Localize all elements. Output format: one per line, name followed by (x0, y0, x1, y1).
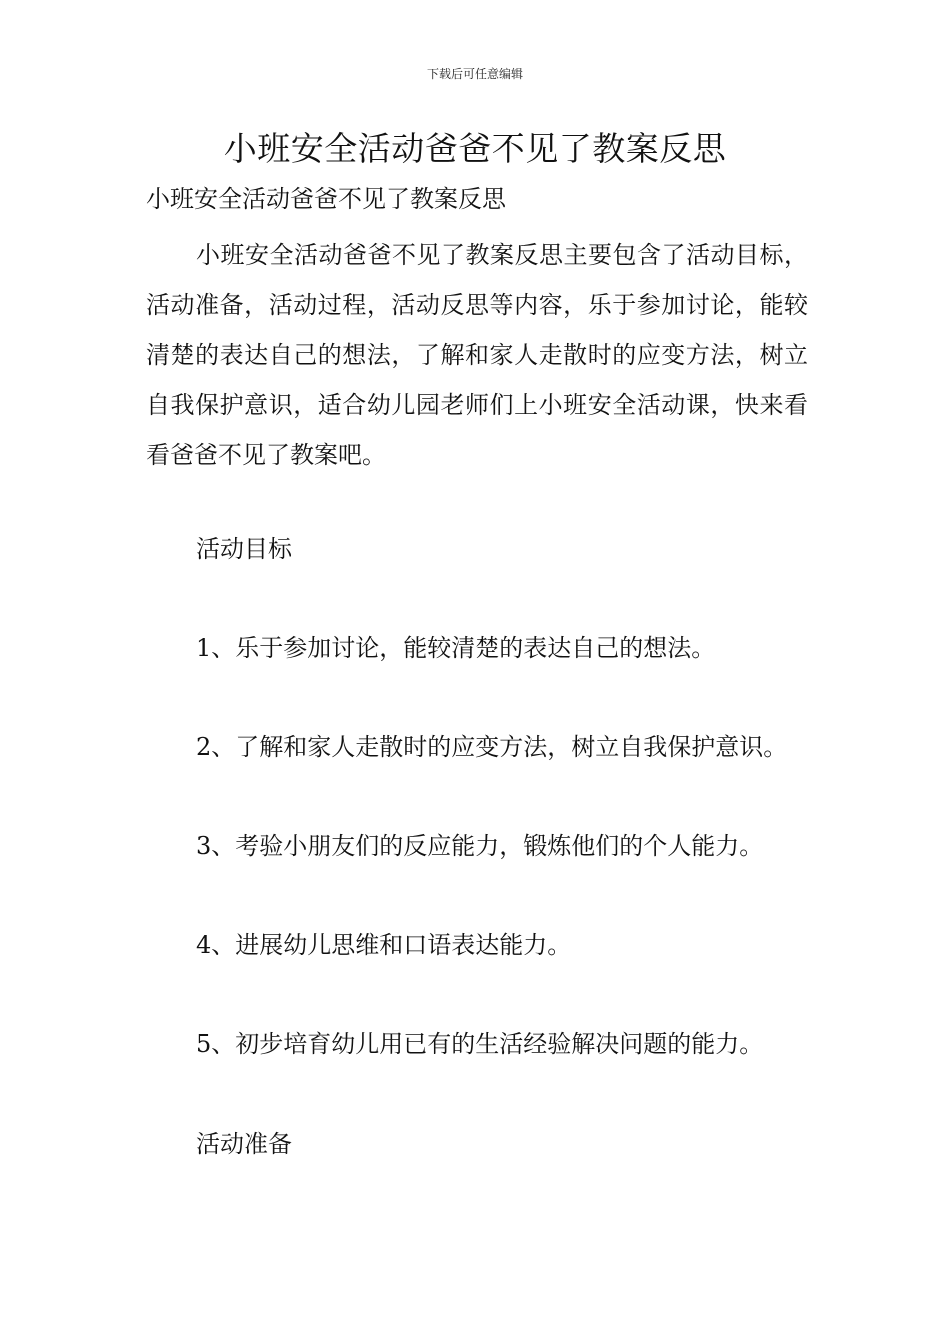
document-title: 小班安全活动爸爸不见了教案反思 (223, 129, 727, 168)
section-heading-goals: 活动目标 (196, 535, 292, 563)
goal-item-3: 3、考验小朋友们的反应能力，锻炼他们的个人能力。 (196, 832, 764, 860)
intro-paragraph: 小班安全活动爸爸不见了教案反思主要包含了活动目标，活动准备，活动过程，活动反思等内容，乐于参加讨论，能较清楚的表达自己的想法，了解和家人走散时的应变方法，树立自我保护意识，适合幼儿园老师们上小班安全活动课，快来看看爸爸不见了教案吧。 (146, 241, 808, 469)
goal-item-5: 5、初步培育幼儿用已有的生活经验解决问题的能力。 (196, 1030, 764, 1058)
document-subtitle: 小班安全活动爸爸不见了教案反思 (146, 185, 506, 213)
goal-item-4: 4、进展幼儿思维和口语表达能力。 (196, 931, 572, 959)
section-heading-preparation: 活动准备 (196, 1130, 292, 1158)
header-note: 下载后可任意编辑 (426, 67, 523, 81)
goal-item-1: 1、乐于参加讨论，能较清楚的表达自己的想法。 (196, 634, 716, 662)
goal-item-2: 2、了解和家人走散时的应变方法，树立自我保护意识。 (196, 733, 788, 761)
